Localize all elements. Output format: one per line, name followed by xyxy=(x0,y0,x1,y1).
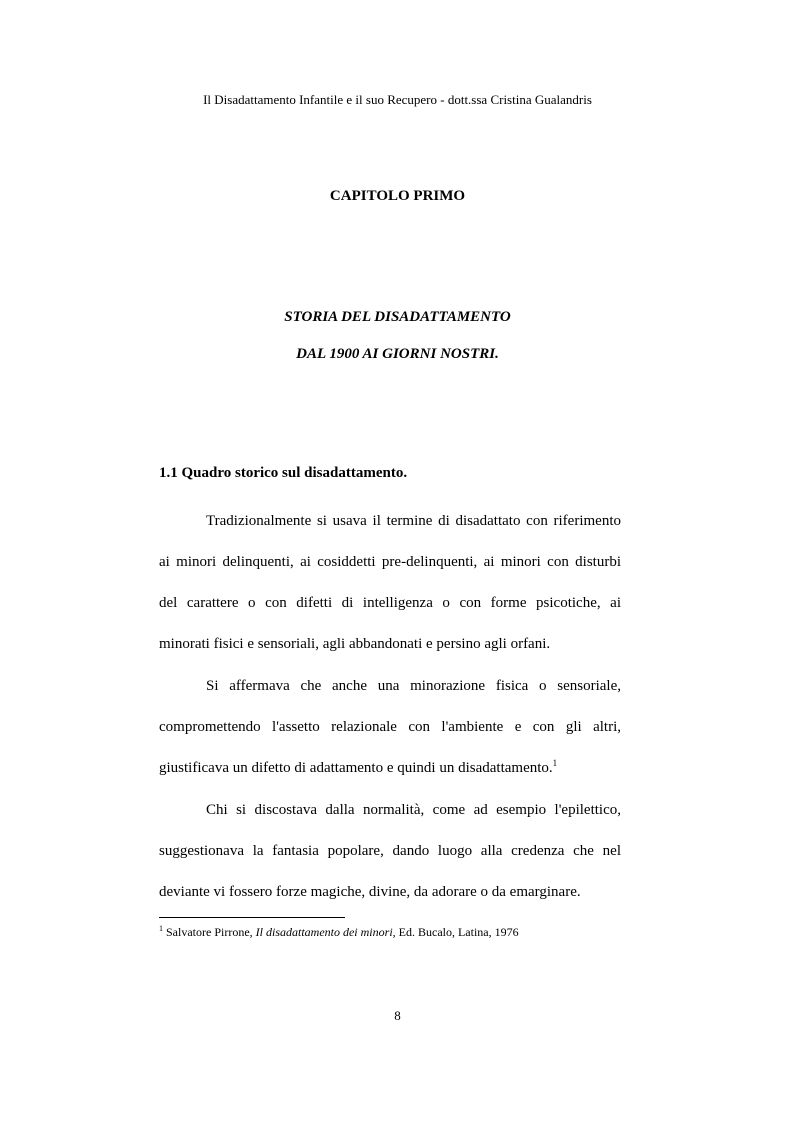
paragraph-line: Tradizionalmente si usava il termine di disadattato con riferimento xyxy=(206,513,621,529)
footnote-reference: 1 xyxy=(552,758,558,768)
footnote-publisher: Ed. Bucalo, Latina, 1976 xyxy=(398,925,519,939)
footnote-number: 1 xyxy=(159,924,163,933)
footnote-title: Il disadattamento dei minori, xyxy=(255,925,396,939)
page-number: 8 xyxy=(394,1008,401,1023)
paragraph-line: Chi si discostava dalla normalità, come ad esempio l'epilettico, xyxy=(206,802,621,818)
footnote-separator xyxy=(159,917,345,918)
running-header: Il Disadattamento Infantile e il suo Recupero - dott.ssa Cristina Gualandris xyxy=(203,92,592,107)
chapter-title-line-1: STORIA DEL DISADATTAMENTO xyxy=(284,309,511,325)
paragraph-line-with-note xyxy=(159,758,621,778)
paragraph-line: deviante vi fossero forze magiche, divine, da adorare o da emarginare. xyxy=(159,884,581,900)
paragraph-line: compromettendo l'assetto relazionale con l'ambiente e con gli altri, xyxy=(159,719,621,735)
paragraph-line: Si affermava che anche una minorazione fisica o sensoriale, xyxy=(206,678,621,694)
chapter-label: CAPITOLO PRIMO xyxy=(329,188,466,204)
footnote-author: Salvatore Pirrone, xyxy=(166,925,253,939)
paragraph-line: minorati fisici e sensoriali, agli abbandonati e persino agli orfani. xyxy=(159,636,551,652)
paragraph-line: suggestionava la fantasia popolare, dando luogo alla credenza che nel xyxy=(159,843,621,859)
paragraph-line-text: giustificava un difetto di adattamento e quindi un disadattamento. xyxy=(159,760,553,776)
paragraph-line: del carattere o con difetti di intelligenza o con forme psicotiche, ai xyxy=(159,595,621,611)
chapter-title-line-2: DAL 1900 AI GIORNI NOSTRI. xyxy=(296,346,499,362)
section-heading: 1.1 Quadro storico sul disadattamento. xyxy=(159,465,408,481)
paragraph-line: ai minori delinquenti, ai cosiddetti pre-delinquenti, ai minori con disturbi xyxy=(159,554,621,570)
footnote xyxy=(159,925,519,940)
